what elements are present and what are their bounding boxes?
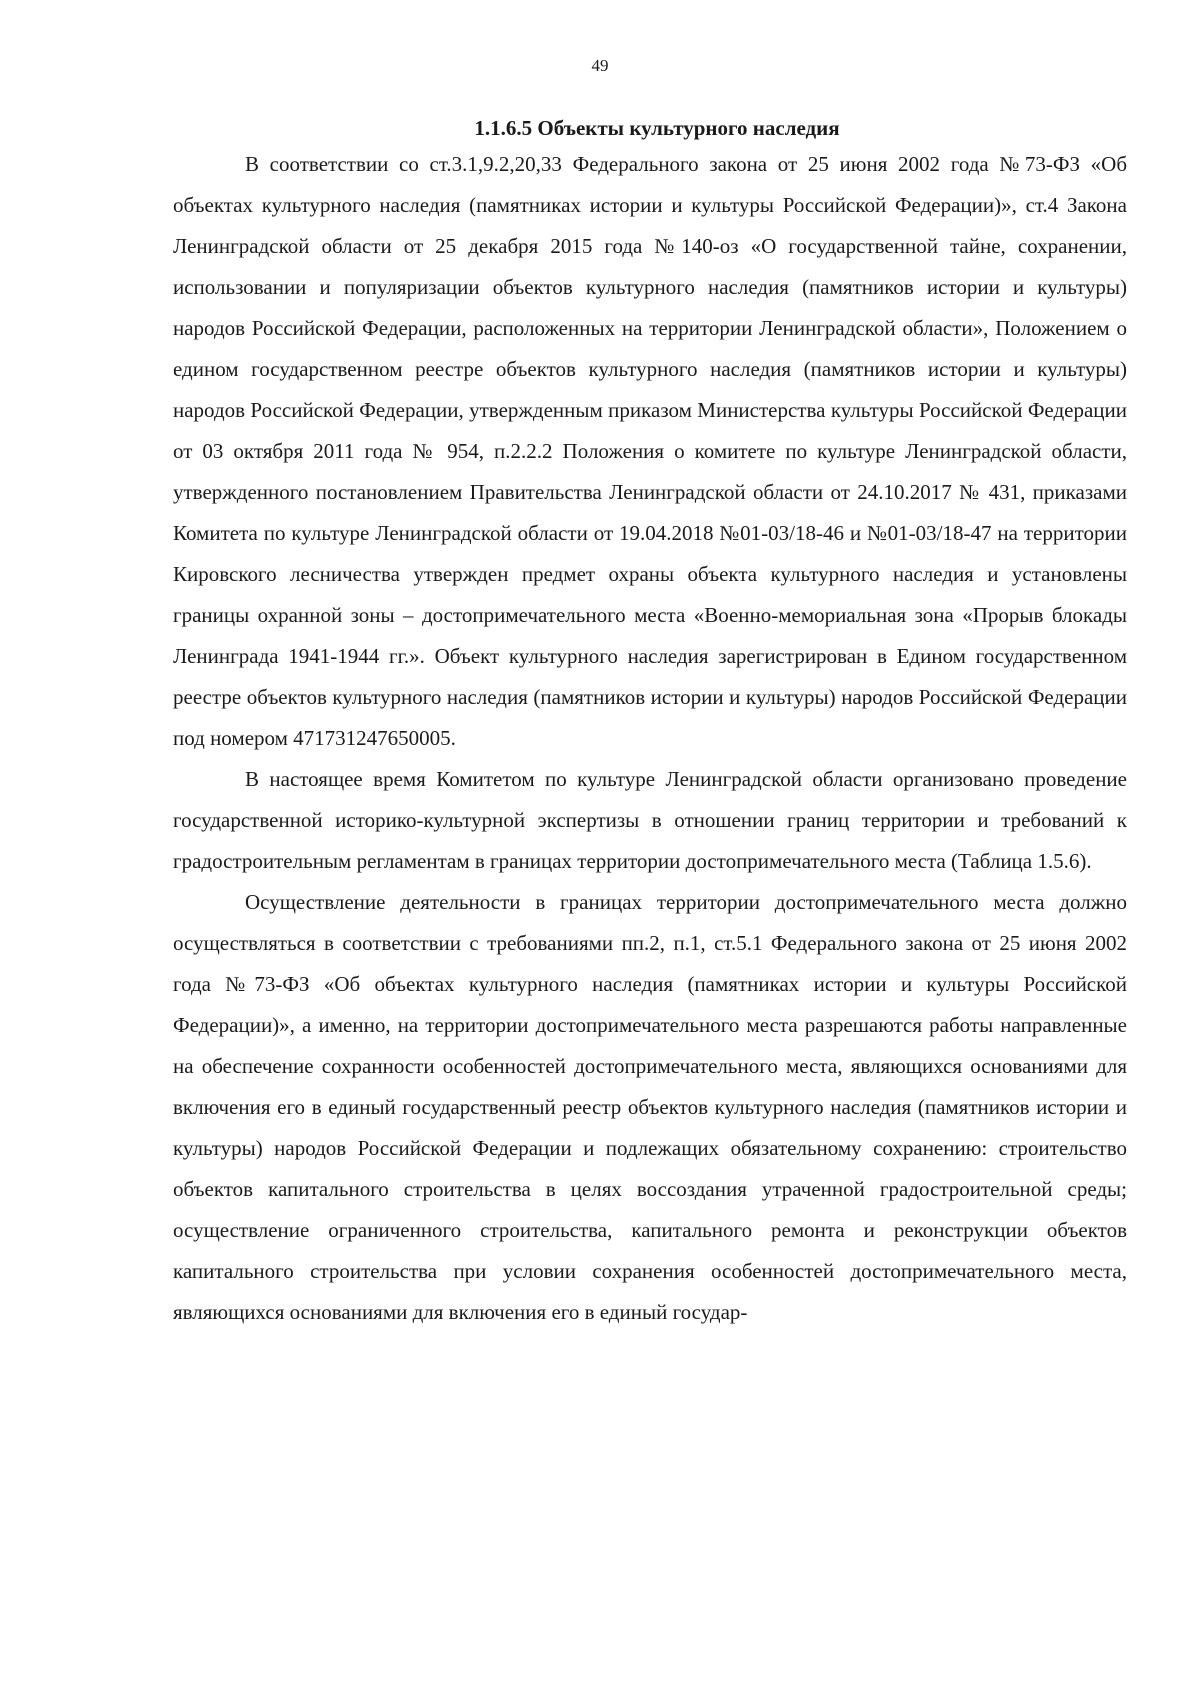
paragraph-expertise: В настоящее время Комитетом по культуре Ленинградской области организовано проведение государственной историко-культурной экспертизы в отношении границ территории и требований к градостроительным регламентам в границах территории достопримечательного места (Таблица 1.5.6). [173, 767, 1127, 873]
section-body [173, 114, 1127, 1333]
paragraph-permitted-activities: Осуществление деятельности в границах территории достопримечательного места должно осуществляться в соответствии с требованиями пп.2, п.1, ст.5.1 Федерального закона от 25 июня 2002 года №73-ФЗ «Об объектах культурного наследия (памятниках истории и культуры Российской Федерации)», а именно, на территории достопримечательного места разрешаются работы направленные на обеспечение сохранности особенностей достопримечательного места, являющихся основаниями для включения его в единый государственный реестр объектов культурного наследия (памятников истории и культуры) народов Российской Федерации и подлежащих обязательному сохранению: строительство объектов капитального строительства в целях воссоздания утраченной градостроительной среды; осуществление ограниченного строительства, капитального ремонта и реконструкции объектов капитального строительства при условии сохранения особенностей достопримечательного места, являющихся основаниями для включения его в единый государ- [173, 890, 1127, 1324]
paragraph-legal-basis: В соответствии со ст.3.1,9.2,20,33 Федерального закона от 25 июня 2002 года №73-ФЗ «Об объектах культурного наследия (памятниках истории и культуры Российской Федерации)», ст.4 Закона Ленинградской области от 25 декабря 2015 года №140-оз «О государственной тайне, сохранении, использовании и популяризации объектов культурного наследия (памятников истории и культуры) народов Российской Федерации, расположенных на территории Ленинградской области», Положением о едином государственном реестре объектов культурного наследия (памятников истории и культуры) народов Российской Федерации, утвержденным приказом Министерства культуры Российской Федерации от 03 октября 2011 года № 954, п.2.2.2 Положения о комитете по культуре Ленинградской области, утвержденного постановлением Правительства Ленинградской области от 24.10.2017 № 431, приказами Комитета по культуре Ленинградской области от 19.04.2018 №01-03/18-46 и №01-03/18-47 на территории Кировского лесничества утвержден предмет охраны объекта культурного наследия и установлены границы охранной зоны – достопримечательного места «Военно-мемориальная зона «Прорыв блокады Ленинграда 1941-1944 гг.». Объект культурного наследия зарегистрирован в Едином государственном реестре объектов культурного наследия (памятников истории и культуры) народов Российской Федерации под номером 471731247650005. [173, 152, 1127, 750]
page-number: 49 [591, 56, 609, 75]
section-heading: 1.1.6.5 Объекты культурного наследия [474, 116, 840, 140]
